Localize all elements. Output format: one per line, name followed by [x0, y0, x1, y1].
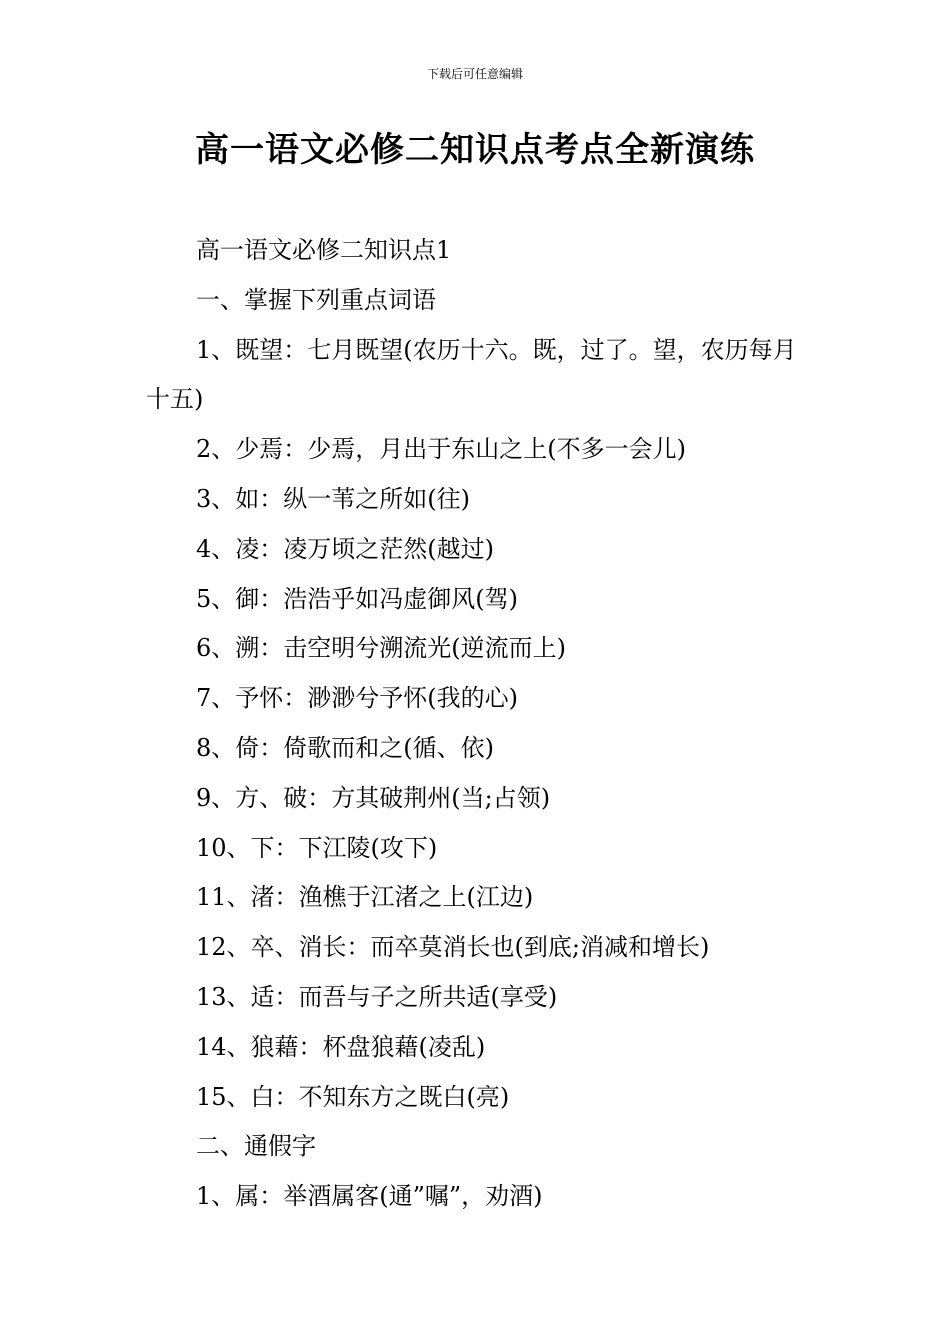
page-header-note: 下载后可任意编辑 [426, 67, 523, 81]
subsection-heading: 一、掌握下列重点词语 [196, 285, 436, 314]
vocab-item: 14、狼藉：杯盘狼藉(凌乱) [196, 1032, 486, 1061]
document-title: 高一语文必修二知识点考点全新演练 [195, 130, 755, 170]
vocab-item: 11、渚：渔樵于江渚之上(江边) [196, 883, 534, 912]
vocab-item: 3、如：纵一苇之所如(往) [196, 484, 470, 513]
vocab-item: 7、予怀：渺渺兮予怀(我的心) [196, 684, 518, 713]
vocab-item: 8、倚：倚歌而和之(循、依) [196, 733, 494, 762]
vocab-item: 5、御：浩浩乎如冯虚御风(驾) [196, 584, 518, 613]
vocab-item: 13、适：而吾与子之所共适(享受) [196, 982, 558, 1011]
vocab-item: 9、方、破：方其破荆州(当;占领) [196, 783, 551, 812]
vocab-item: 1、既望：七月既望(农历十六。既，过了。望，农历每月十五) [146, 335, 797, 414]
vocab-item: 12、卒、消长：而卒莫消长也(到底;消减和增长) [196, 933, 710, 962]
vocab-item: 6、溯：击空明兮溯流光(逆流而上) [196, 634, 566, 663]
vocab-item: 15、白：不知东方之既白(亮) [196, 1082, 510, 1111]
document-body [146, 226, 810, 1222]
vocab-item: 10、下：下江陵(攻下) [196, 833, 438, 862]
subsection-heading: 二、通假字 [196, 1132, 316, 1161]
vocab-item: 4、凌：凌万顷之茫然(越过) [196, 534, 494, 563]
section-heading: 高一语文必修二知识点1 [196, 236, 452, 264]
vocab-item: 2、少焉：少焉，月出于东山之上(不多一会儿) [196, 435, 686, 464]
vocab-item: 1、属：举酒属客(通”嘱”，劝酒) [196, 1182, 543, 1211]
